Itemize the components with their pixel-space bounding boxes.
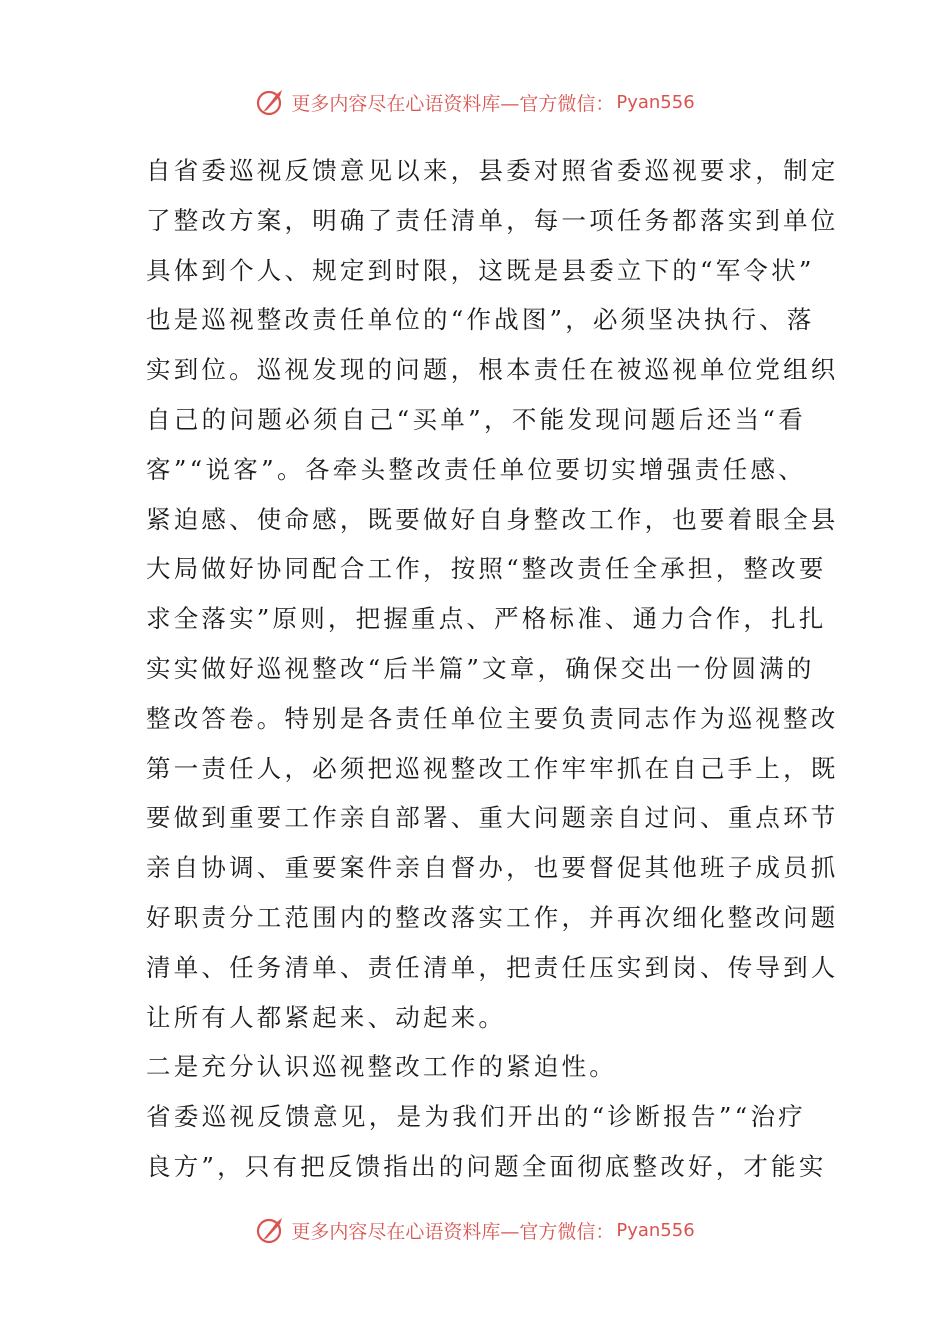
watermark-id: Pyan556 [616, 91, 695, 113]
paragraph-line: 实实做好巡视整改“后半篇”文章，确保交出一份圆满的 [146, 653, 815, 683]
paragraph-line: 紧迫感、使命感，既要做好自身整改工作，也要着眼全县 [146, 504, 839, 534]
paragraph-line: 具体到个人、规定到时限，这既是县委立下的“军令状” [146, 255, 815, 285]
heading-text: 二是充分认识巡视整改工作的紧迫性。 [146, 1052, 617, 1082]
paragraph-line: 亲自协调、重要案件亲自督办，也要督促其他班子成员抓 [146, 853, 839, 883]
paragraph-1 [146, 146, 839, 1042]
header-watermark [0, 84, 950, 120]
paragraph-line: 好职责分工范围内的整改落实工作，并再次细化整改问题 [146, 902, 839, 932]
document-body [146, 146, 839, 1192]
watermark-text: 更多内容尽在心语资料库—官方微信： [291, 1220, 615, 1243]
paragraph-line: 省委巡视反馈意见，是为我们开出的“诊断报告”“治疗 [146, 1102, 806, 1132]
quill-logo-icon [255, 86, 287, 118]
paragraph-line: 要做到重要工作亲自部署、重大问题亲自过问、重点环节 [146, 803, 839, 833]
paragraph-line: 让所有人都紧起来、动起来。 [146, 1002, 507, 1032]
paragraph-line: 大局做好协同配合工作，按照“整改责任全承担，整改要 [146, 554, 827, 584]
paragraph-line: 了整改方案，明确了责任清单，每一项任务都落实到单位 [146, 205, 839, 235]
paragraph-line: 自己的问题必须自己“买单”，不能发现问题后还当“看 [146, 404, 806, 434]
paragraph-line: 清单、任务清单、责任清单，把责任压实到岗、传导到人 [146, 952, 839, 982]
paragraph-line: 求全落实”原则，把握重点、严格标准、通力合作，扎扎 [146, 604, 827, 634]
quill-logo-icon [255, 1214, 287, 1246]
paragraph-line: 自省委巡视反馈意见以来，县委对照省委巡视要求，制定 [146, 156, 839, 185]
paragraph-line: 也是巡视整改责任单位的“作战图”，必须坚决执行、落 [146, 305, 815, 335]
paragraph-line: 客”“说客”。各牵头整改责任单位要切实增强责任感、 [146, 454, 806, 484]
paragraph-line: 实到位。巡视发现的问题，根本责任在被巡视单位党组织 [146, 355, 839, 385]
paragraph-line: 第一责任人，必须把巡视整改工作牢牢抓在自己手上，既 [146, 753, 839, 783]
section-heading-2 [146, 1042, 806, 1092]
paragraph-line: 整改答卷。特别是各责任单位主要负责同志作为巡视整改 [146, 703, 839, 733]
watermark-text: 更多内容尽在心语资料库—官方微信： [291, 92, 615, 115]
paragraph-line: 良方”，只有把反馈指出的问题全面彻底整改好，才能实 [146, 1151, 827, 1181]
footer-watermark [0, 1212, 950, 1248]
watermark-id: Pyan556 [616, 1219, 695, 1241]
paragraph-2 [146, 1092, 827, 1192]
